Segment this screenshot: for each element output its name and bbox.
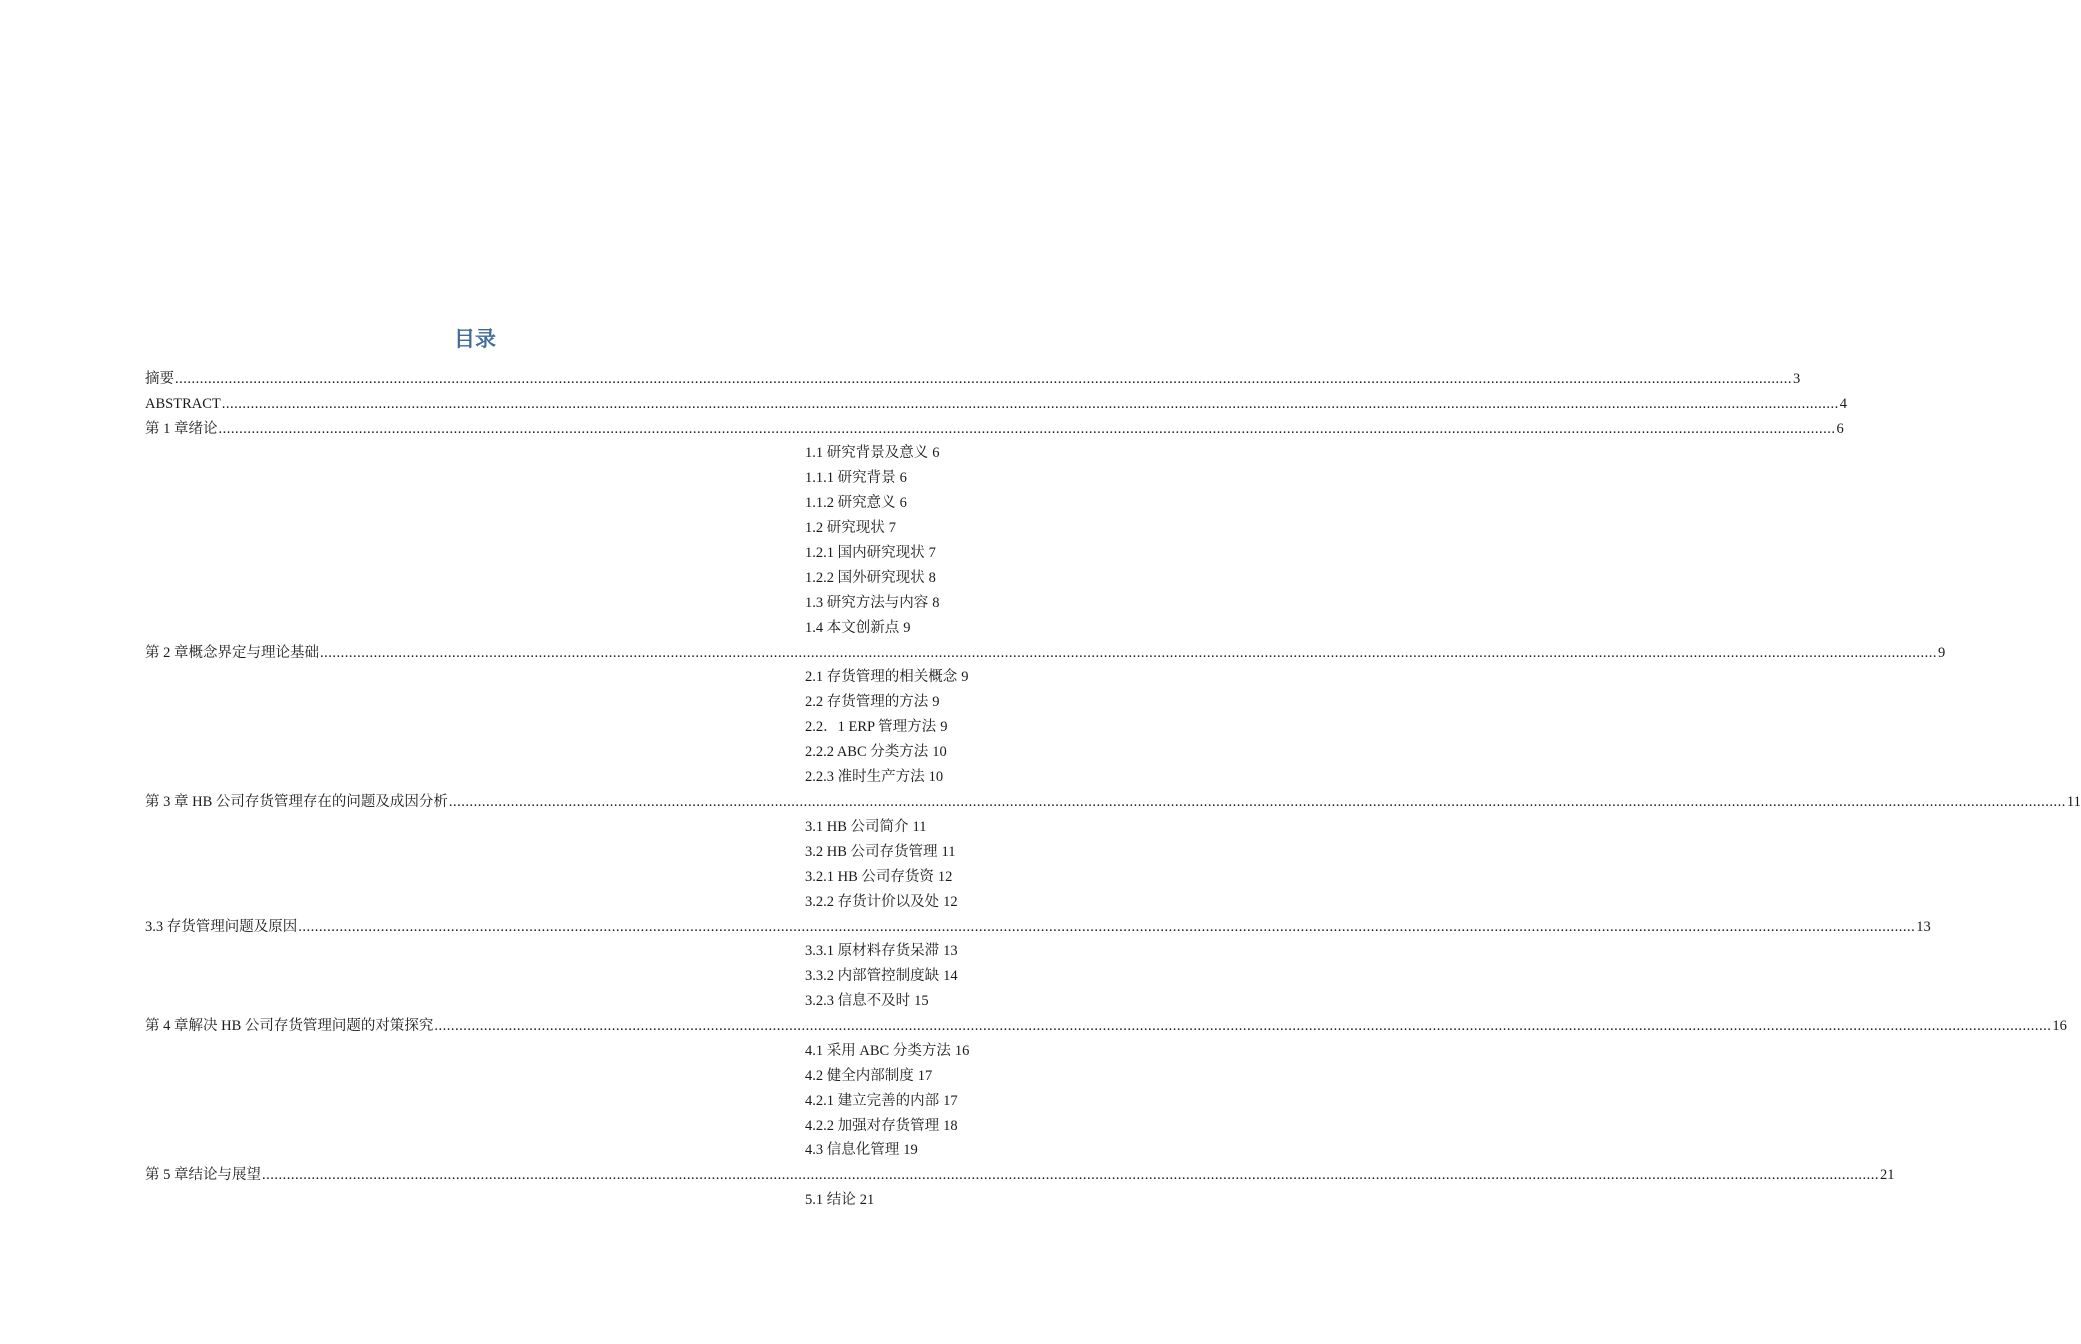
toc-subentry[interactable] <box>805 518 950 538</box>
toc-subentry[interactable] <box>805 493 950 513</box>
toc-entry-chapter-1[interactable] <box>145 419 1844 439</box>
toc-subentry-page: 19 <box>903 1142 918 1158</box>
toc-entry-section-3-3[interactable] <box>145 917 1931 937</box>
toc-subentry-label: 1.1 研究背景及意义 <box>805 445 929 461</box>
dot-leader <box>175 369 1792 389</box>
toc-subentry-label: 2.2 存货管理的方法 <box>805 694 929 710</box>
toc-subentry-page: 8 <box>932 595 940 611</box>
toc-subentry-page: 9 <box>903 620 911 636</box>
toc-subentry[interactable] <box>805 941 958 961</box>
toc-entry-page: 16 <box>2052 1018 2067 1034</box>
toc-subentry[interactable] <box>805 767 950 787</box>
toc-subentry[interactable] <box>805 692 950 712</box>
toc-entry-chapter-2[interactable] <box>145 643 1946 663</box>
toc-subentry-label: 3.2.2 存货计价以及处 <box>805 894 940 910</box>
toc-subentry-label: 1.1.1 研究背景 <box>805 470 896 486</box>
toc-subentry-page: 9 <box>940 719 948 735</box>
toc-entry-label: 3.3 存货管理问题及原因 <box>145 919 298 935</box>
toc-subentry-label: 4.1 采用 ABC 分类方法 <box>805 1043 951 1059</box>
toc-subentry-page: 14 <box>943 968 958 984</box>
dot-leader <box>219 419 1836 439</box>
toc-subentry[interactable] <box>805 842 956 862</box>
dot-leader <box>449 792 2066 812</box>
toc-subentry[interactable] <box>805 543 950 563</box>
toc-entry-label: 第 1 章绪论 <box>145 421 218 437</box>
toc-entry-page: 21 <box>1880 1167 1895 1183</box>
dot-leader <box>434 1016 2051 1036</box>
toc-subentry[interactable] <box>805 468 950 488</box>
toc-subentry-page: 6 <box>932 445 940 461</box>
toc-subentry-label: 3.3.1 原材料存货呆滞 <box>805 943 940 959</box>
toc-subentry-label: 4.3 信息化管理 <box>805 1142 900 1158</box>
toc-subentry[interactable] <box>805 966 958 986</box>
toc-subentry-page: 13 <box>943 943 958 959</box>
toc-subentry-label: 5.1 结论 <box>805 1192 856 1208</box>
toc-subentry-page: 16 <box>954 1043 970 1059</box>
toc-subentry[interactable] <box>805 618 950 638</box>
toc-subentry-page: 10 <box>932 744 947 760</box>
dot-leader <box>298 917 1915 937</box>
toc-subentry-label: 1.4 本文创新点 <box>805 620 900 636</box>
dot-leader <box>320 643 1937 663</box>
toc-subentry-label: 4.2.2 加强对存货管理 <box>805 1118 940 1134</box>
toc-subentry-page: 15 <box>914 993 929 1009</box>
toc-subentry[interactable] <box>805 1041 970 1061</box>
toc-subentry-label: 2.2.2 ABC 分类方法 <box>805 744 929 760</box>
toc-entry-page: 3 <box>1793 371 1801 387</box>
toc-subentry-label: 3.2 HB 公司存货管理 <box>805 844 938 860</box>
toc-subentry-page: 17 <box>943 1093 958 1109</box>
toc-subentry-label: 1.1.2 研究意义 <box>805 495 896 511</box>
toc-subentry[interactable] <box>805 717 950 737</box>
toc-subentry[interactable] <box>805 817 950 837</box>
toc-subentry[interactable] <box>805 593 950 613</box>
toc-subentry[interactable] <box>805 1190 950 1210</box>
toc-subentry[interactable] <box>805 1091 958 1111</box>
toc-entry-label: 第 4 章解决 HB 公司存货管理问题的对策探究 <box>145 1018 434 1034</box>
toc-entry-label: 第 3 章 HB 公司存货管理存在的问题及成因分析 <box>145 794 448 810</box>
toc-entry-page: 9 <box>1938 645 1946 661</box>
toc-subentry[interactable] <box>805 667 969 687</box>
dot-leader <box>222 394 1839 414</box>
toc-subentry-label: 3.2.1 HB 公司存货资 <box>805 869 934 885</box>
toc-subentry-label: 3.2.3 信息不及时 <box>805 993 911 1009</box>
toc-subentry-page: 9 <box>932 694 940 710</box>
toc-subentry-label: 4.2.1 建立完善的内部 <box>805 1093 940 1109</box>
toc-subentry-label: 4.2 健全内部制度 <box>805 1068 914 1084</box>
toc-subentry-page: 6 <box>899 470 907 486</box>
toc-entry-label: 第 2 章概念界定与理论基础 <box>145 645 319 661</box>
toc-subentry-label: 3.1 HB 公司简介 <box>805 819 909 835</box>
toc-subentry-page: 18 <box>943 1118 958 1134</box>
toc-subentry-page: 12 <box>937 869 953 885</box>
toc-subentry[interactable] <box>805 867 953 887</box>
toc-entry-label: 摘要 <box>145 371 174 387</box>
toc-subentry-page: 17 <box>917 1068 933 1084</box>
toc-subentry-label: 2.2．1 ERP 管理方法 <box>805 719 937 735</box>
toc-entry-label: ABSTRACT <box>145 396 221 412</box>
dot-leader <box>262 1165 1879 1185</box>
toc-subentry[interactable] <box>805 892 958 912</box>
toc-subentry-page: 7 <box>928 545 936 561</box>
toc-subentry-label: 2.2.3 准时生产方法 <box>805 769 925 785</box>
toc-subentry-label: 1.2.1 国内研究现状 <box>805 545 925 561</box>
toc-entry-abstract-en[interactable] <box>145 394 1847 414</box>
toc-entry-chapter-4[interactable] <box>145 1016 2067 1036</box>
toc-subentry[interactable] <box>805 1116 958 1136</box>
toc-entry-page: 6 <box>1836 421 1844 437</box>
toc-subentry-page: 6 <box>899 495 907 511</box>
toc-subentry[interactable] <box>805 742 950 762</box>
toc-entry-label: 第 5 章结论与展望 <box>145 1167 261 1183</box>
toc-subentry-page: 8 <box>928 570 936 586</box>
toc-entry-page: 13 <box>1916 919 1931 935</box>
toc-subentry[interactable] <box>805 991 950 1011</box>
toc-subentry[interactable] <box>805 443 950 463</box>
toc-subentry-label: 1.2 研究现状 <box>805 520 885 536</box>
toc-title: 目录 <box>454 327 496 351</box>
toc-subentry-page: 11 <box>912 819 927 835</box>
toc-entry-chapter-5[interactable] <box>145 1165 1895 1185</box>
toc-subentry-page: 12 <box>943 894 958 910</box>
toc-subentry-page: 21 <box>859 1192 875 1208</box>
toc-subentry-page: 10 <box>928 769 944 785</box>
toc-subentry-label: 1.2.2 国外研究现状 <box>805 570 925 586</box>
toc-entry-page: 11 <box>2066 794 2081 810</box>
toc-entry-page: 4 <box>1839 396 1847 412</box>
toc-subentry[interactable] <box>805 568 950 588</box>
toc-subentry-page: 11 <box>941 844 956 860</box>
toc-subentry-label: 2.1 存货管理的相关概念 <box>805 669 958 685</box>
toc-subentry-page: 7 <box>888 520 896 536</box>
toc-subentry-page: 9 <box>961 669 969 685</box>
toc-subentry-label: 1.3 研究方法与内容 <box>805 595 929 611</box>
toc-entry-abstract-cn[interactable] <box>145 369 1801 389</box>
toc-subentry[interactable] <box>805 1066 950 1086</box>
toc-subentry[interactable] <box>805 1140 950 1160</box>
toc-entry-chapter-3[interactable] <box>145 792 2081 812</box>
toc-subentry-label: 3.3.2 内部管控制度缺 <box>805 968 940 984</box>
